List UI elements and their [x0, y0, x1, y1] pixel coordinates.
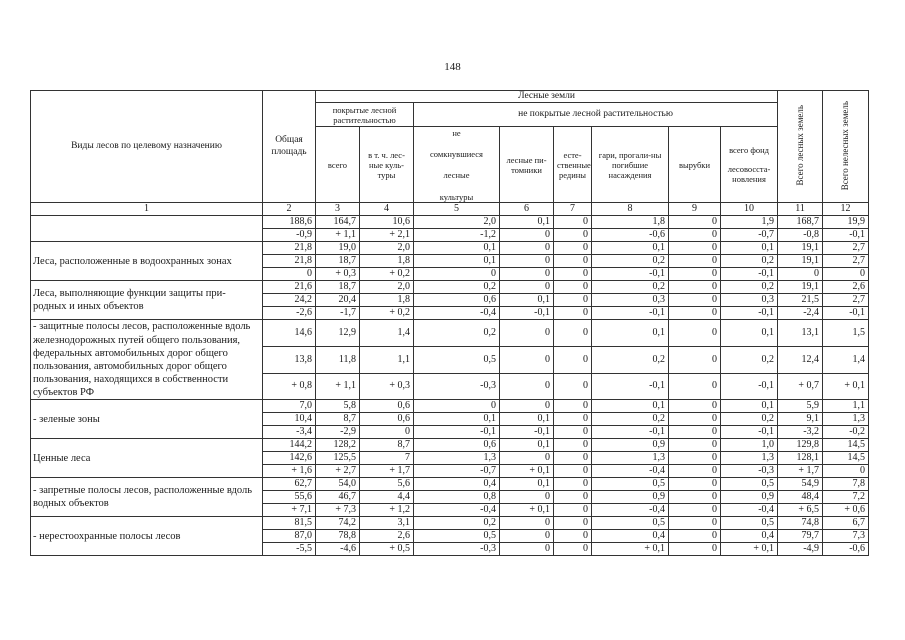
table-cell: 0,5 [414, 346, 500, 373]
table-cell: 7,0 [263, 400, 316, 413]
table-cell: -0,4 [414, 504, 500, 517]
table-cell: 188,6 [263, 216, 316, 229]
table-cell: 0,5 [592, 517, 669, 530]
table-row [31, 242, 869, 255]
row-label-water-protection: Леса, расположенные в водоохранных зонах [31, 242, 263, 281]
table-cell: + 0,3 [360, 373, 414, 400]
table-cell: -0,7 [721, 229, 778, 242]
table-cell: -0,6 [592, 229, 669, 242]
table-row [31, 439, 869, 452]
header-reforestation-fund: всего фонд лесовосста-новления [721, 127, 778, 203]
table-cell: + 1,2 [360, 504, 414, 517]
table-cell: + 0,3 [316, 268, 360, 281]
column-number: 9 [669, 203, 721, 216]
column-number: 7 [554, 203, 592, 216]
table-cell: 81,5 [263, 517, 316, 530]
table-cell: 0,8 [414, 491, 500, 504]
table-cell: 0,9 [592, 491, 669, 504]
table-cell: 24,2 [263, 294, 316, 307]
table-cell: 0 [554, 268, 592, 281]
table-cell: 54,9 [778, 478, 823, 491]
table-cell: 12,9 [316, 320, 360, 347]
table-cell: 0 [554, 242, 592, 255]
table-cell: 0 [554, 504, 592, 517]
table-cell: -0,4 [592, 465, 669, 478]
table-cell: 0 [669, 242, 721, 255]
table-cell: -0,7 [414, 465, 500, 478]
table-cell: + 2,1 [360, 229, 414, 242]
row-label-water-strips: - запретные полосы лесов, расположенные вдоль водных объектов [31, 478, 263, 517]
column-number: 6 [500, 203, 554, 216]
table-cell: 1,9 [721, 216, 778, 229]
table-cell: 0,2 [592, 255, 669, 268]
table-cell: 0 [669, 491, 721, 504]
table-cell: + 7,3 [316, 504, 360, 517]
table-cell: 0 [500, 530, 554, 543]
table-cell: 0 [669, 543, 721, 556]
table-cell: -2,6 [263, 307, 316, 320]
table-cell: 2,6 [823, 281, 869, 294]
table-cell: 0,6 [360, 413, 414, 426]
table-cell: -0,1 [592, 307, 669, 320]
table-cell: 6,7 [823, 517, 869, 530]
table-cell: 1,8 [360, 255, 414, 268]
table-cell: -0,1 [721, 268, 778, 281]
table-cell: 2,6 [360, 530, 414, 543]
table-cell: 0,1 [414, 413, 500, 426]
table-cell: 0,1 [592, 242, 669, 255]
table-cell: 0 [414, 268, 500, 281]
header-nurseries: лесные пи-томники [500, 127, 554, 203]
table-cell: 7,2 [823, 491, 869, 504]
table-cell: 0,1 [500, 478, 554, 491]
table-cell: 62,7 [263, 478, 316, 491]
table-cell: 0 [554, 229, 592, 242]
table-cell: 0,6 [360, 400, 414, 413]
row-label-empty [31, 216, 263, 242]
table-cell: 0,1 [592, 320, 669, 347]
table-cell: + 0,1 [823, 373, 869, 400]
header-covered: покрытые лесной растительностью [316, 103, 414, 127]
table-cell: 0 [263, 268, 316, 281]
table-cell: -0,4 [721, 504, 778, 517]
table-cell: 0 [669, 307, 721, 320]
table-cell: 0 [360, 426, 414, 439]
table-row [31, 216, 869, 229]
table-cell: 78,8 [316, 530, 360, 543]
column-number: 11 [778, 203, 823, 216]
column-number: 12 [823, 203, 869, 216]
header-unclosed-cultures: не сомкнувшиеся лесные культуры [414, 127, 500, 203]
header-forest-lands: Лесные земли [316, 91, 778, 103]
table-cell: 0 [500, 373, 554, 400]
row-label-road-strips: - защитные полосы лесов, расположенные вдоль железнодорожных путей общего пользования, федеральных автомобильных дорог общего пользования, автомобильных дорог общего пользования, находящихся в собственности субъектов РФ [31, 320, 263, 400]
table-cell: -3,2 [778, 426, 823, 439]
table-cell: 11,8 [316, 346, 360, 373]
table-cell: 0,9 [721, 491, 778, 504]
table-cell: -0,4 [414, 307, 500, 320]
table-cell: 19,1 [778, 242, 823, 255]
table-row [31, 517, 869, 530]
header-natural-gaps: есте-ственные редины [554, 127, 592, 203]
table-cell: 0 [669, 373, 721, 400]
table-cell: + 0,2 [360, 307, 414, 320]
table-cell: 0 [500, 452, 554, 465]
row-label-green-zones: - зеленые зоны [31, 400, 263, 439]
table-cell: 0 [669, 504, 721, 517]
table-cell: 7 [360, 452, 414, 465]
table-cell: + 1,7 [360, 465, 414, 478]
table-cell: 0 [500, 400, 554, 413]
column-number: 5 [414, 203, 500, 216]
table-cell: 1,0 [721, 439, 778, 452]
table-cell: 3,1 [360, 517, 414, 530]
table-cell: 0,2 [414, 281, 500, 294]
table-cell: 0 [500, 242, 554, 255]
table-cell: 0,2 [414, 517, 500, 530]
table-cell: 0,4 [721, 530, 778, 543]
table-cell: 0 [669, 517, 721, 530]
table-cell: + 0,1 [500, 465, 554, 478]
table-cell: 0 [500, 229, 554, 242]
table-cell: + 0,5 [360, 543, 414, 556]
header-all-forest-lands: Всего лесных земель [778, 91, 823, 203]
column-number: 2 [263, 203, 316, 216]
table-cell: + 0,2 [360, 268, 414, 281]
table-cell: 21,5 [778, 294, 823, 307]
table-cell: 2,0 [414, 216, 500, 229]
table-cell: 0 [554, 465, 592, 478]
table-cell: -4,6 [316, 543, 360, 556]
table-cell: 1,4 [823, 346, 869, 373]
table-cell: 0 [554, 400, 592, 413]
table-cell: 0,1 [500, 294, 554, 307]
header-covered-total: всего [316, 127, 360, 203]
table-cell: 0 [554, 346, 592, 373]
table-cell: 0 [669, 452, 721, 465]
table-cell: 87,0 [263, 530, 316, 543]
table-cell: 1,5 [823, 320, 869, 347]
header-total-area: Общая площадь [263, 91, 316, 203]
table-cell: 14,5 [823, 452, 869, 465]
table-cell: 0,5 [414, 530, 500, 543]
header-all-nonforest-lands: Всего нелесных земель [823, 91, 869, 203]
table-cell: 0,2 [721, 413, 778, 426]
table-cell: 0 [500, 491, 554, 504]
table-cell: 0,2 [721, 281, 778, 294]
table-cell: 0,2 [414, 320, 500, 347]
column-number: 3 [316, 203, 360, 216]
table-cell: -0,6 [823, 543, 869, 556]
table-cell: 0 [823, 465, 869, 478]
table-cell: + 1,1 [316, 229, 360, 242]
table-cell: + 0,7 [778, 373, 823, 400]
table-cell: 18,7 [316, 281, 360, 294]
table-cell: 19,1 [778, 281, 823, 294]
table-cell: 0 [669, 530, 721, 543]
table-cell: 14,6 [263, 320, 316, 347]
table-cell: + 0,6 [823, 504, 869, 517]
table-cell: -0,2 [823, 426, 869, 439]
table-cell: 0,1 [500, 413, 554, 426]
table-cell: 1,3 [721, 452, 778, 465]
table-cell: 0 [554, 517, 592, 530]
table-cell: 0,4 [592, 530, 669, 543]
table-cell: 10,6 [360, 216, 414, 229]
table-cell: -5,5 [263, 543, 316, 556]
table-cell: 0,1 [721, 320, 778, 347]
table-cell: 1,8 [592, 216, 669, 229]
table-cell: 7,3 [823, 530, 869, 543]
table-cell: 0 [500, 281, 554, 294]
table-cell: -0,1 [592, 268, 669, 281]
table-cell: 0,9 [592, 439, 669, 452]
table-cell: 0 [554, 255, 592, 268]
table-cell: 0 [554, 373, 592, 400]
table-cell: 0,1 [500, 439, 554, 452]
table-cell: 48,4 [778, 491, 823, 504]
column-number-row [31, 203, 869, 216]
column-number: 8 [592, 203, 669, 216]
table-cell: 0 [554, 452, 592, 465]
table-cell: 0 [778, 268, 823, 281]
table-cell: 13,8 [263, 346, 316, 373]
table-cell: 0,6 [414, 439, 500, 452]
table-cell: 0,4 [414, 478, 500, 491]
table-cell: 0 [500, 517, 554, 530]
table-cell: 46,7 [316, 491, 360, 504]
table-cell: 74,2 [316, 517, 360, 530]
table-cell: 18,7 [316, 255, 360, 268]
table-cell: -0,3 [414, 373, 500, 400]
table-cell: -0,1 [721, 307, 778, 320]
table-cell: + 7,1 [263, 504, 316, 517]
table-cell: 0,5 [721, 478, 778, 491]
table-cell: 0 [500, 543, 554, 556]
table-cell: 0 [669, 346, 721, 373]
table-cell: 5,6 [360, 478, 414, 491]
table-cell: 7,8 [823, 478, 869, 491]
table-cell: 5,9 [778, 400, 823, 413]
table-cell: 1,1 [360, 346, 414, 373]
table-cell: 0 [669, 294, 721, 307]
table-cell: 0 [669, 255, 721, 268]
table-cell: 1,1 [823, 400, 869, 413]
table-cell: 0 [554, 426, 592, 439]
table-cell: 0 [669, 268, 721, 281]
table-cell: 74,8 [778, 517, 823, 530]
table-cell: -0,3 [414, 543, 500, 556]
table-row [31, 281, 869, 294]
header-burnt-dead-stands: гари, прогали-ны погибшие насаждения [592, 127, 669, 203]
table-cell: -0,1 [500, 307, 554, 320]
table-cell: 0 [554, 307, 592, 320]
table-cell: + 6,5 [778, 504, 823, 517]
table-cell: -0,4 [592, 504, 669, 517]
table-cell: -3,4 [263, 426, 316, 439]
table-cell: 8,7 [360, 439, 414, 452]
table-cell: 20,4 [316, 294, 360, 307]
table-cell: 142,6 [263, 452, 316, 465]
table-cell: + 0,8 [263, 373, 316, 400]
table-cell: + 0,1 [721, 543, 778, 556]
table-cell: -0,9 [263, 229, 316, 242]
table-cell: 0 [669, 281, 721, 294]
row-label-spawning-strips: - нерестоохранные полосы лесов [31, 517, 263, 556]
table-cell: -0,3 [721, 465, 778, 478]
table-cell: -0,1 [721, 426, 778, 439]
table-cell: 2,7 [823, 255, 869, 268]
table-row [31, 320, 869, 347]
table-cell: -0,1 [500, 426, 554, 439]
table-cell: 1,3 [414, 452, 500, 465]
table-cell: 19,9 [823, 216, 869, 229]
table-cell: 10,4 [263, 413, 316, 426]
table-cell: -2,4 [778, 307, 823, 320]
table-cell: 14,5 [823, 439, 869, 452]
table-cell: 0 [500, 320, 554, 347]
table-cell: 1,4 [360, 320, 414, 347]
table-cell: 21,8 [263, 255, 316, 268]
table-cell: 129,8 [778, 439, 823, 452]
table-cell: 21,8 [263, 242, 316, 255]
table-cell: + 2,7 [316, 465, 360, 478]
table-cell: -0,1 [592, 426, 669, 439]
table-row [31, 478, 869, 491]
column-number: 10 [721, 203, 778, 216]
header-not-covered: не покрытые лесной растительностью [414, 103, 778, 127]
table-cell: 0,1 [414, 242, 500, 255]
header-covered-cultures: в т. ч. лес-ные куль-туры [360, 127, 414, 203]
table-cell: -0,1 [721, 373, 778, 400]
table-cell: 128,1 [778, 452, 823, 465]
table-cell: 0 [500, 346, 554, 373]
table-cell: 13,1 [778, 320, 823, 347]
table-cell: 0,2 [592, 413, 669, 426]
table-cell: 0 [669, 478, 721, 491]
table-cell: 19,0 [316, 242, 360, 255]
table-cell: 0 [554, 294, 592, 307]
table-cell: 0,1 [592, 400, 669, 413]
table-cell: 0,1 [414, 255, 500, 268]
table-cell: 0 [554, 478, 592, 491]
row-label-protective-functions: Леса, выполняющие функции защиты при-родных и иных объектов [31, 281, 263, 320]
table-cell: 0 [414, 400, 500, 413]
table-cell: 144,2 [263, 439, 316, 452]
table-cell: 0 [669, 229, 721, 242]
table-cell: 0 [669, 426, 721, 439]
table-cell: 0,6 [414, 294, 500, 307]
table-cell: 54,0 [316, 478, 360, 491]
table-cell: 0 [669, 465, 721, 478]
table-cell: + 0,1 [500, 504, 554, 517]
table-cell: + 0,1 [592, 543, 669, 556]
table-cell: + 1,6 [263, 465, 316, 478]
table-cell: 128,2 [316, 439, 360, 452]
table-cell: 0,2 [721, 346, 778, 373]
table-cell: 2,7 [823, 242, 869, 255]
header-forest-type: Виды лесов по целевому назначению [31, 91, 263, 203]
table-cell: 1,3 [823, 413, 869, 426]
table-cell: 0,2 [592, 281, 669, 294]
table-cell: 0,5 [592, 478, 669, 491]
table-cell: 0 [669, 320, 721, 347]
table-cell: 1,8 [360, 294, 414, 307]
table-cell: 0 [500, 268, 554, 281]
page-number: 148 [444, 61, 461, 73]
header-clearings: вырубки [669, 127, 721, 203]
table-cell: 0,3 [721, 294, 778, 307]
table-cell: 0,2 [592, 346, 669, 373]
table-cell: -1,7 [316, 307, 360, 320]
table-cell: 0 [669, 216, 721, 229]
table-cell: -2,9 [316, 426, 360, 439]
table-cell: 2,7 [823, 294, 869, 307]
table-cell: -0,1 [592, 373, 669, 400]
table-cell: -4,9 [778, 543, 823, 556]
table-cell: 4,4 [360, 491, 414, 504]
table-cell: -0,1 [414, 426, 500, 439]
table-cell: 9,1 [778, 413, 823, 426]
table-cell: 0 [669, 439, 721, 452]
table-cell: 12,4 [778, 346, 823, 373]
table-cell: 0,2 [721, 255, 778, 268]
table-cell: 164,7 [316, 216, 360, 229]
table-cell: 125,5 [316, 452, 360, 465]
table-cell: -0,8 [778, 229, 823, 242]
table-cell: 0 [554, 530, 592, 543]
table-cell: 0 [554, 491, 592, 504]
table-cell: 0 [554, 320, 592, 347]
row-label-valuable: Ценные леса [31, 439, 263, 478]
table-cell: 0 [669, 400, 721, 413]
table-cell: 55,6 [263, 491, 316, 504]
table-cell: -1,2 [414, 229, 500, 242]
table-cell: 0,1 [721, 400, 778, 413]
table-cell: 0 [669, 413, 721, 426]
table-cell: 0 [554, 216, 592, 229]
forest-land-table [30, 90, 869, 556]
table-cell: 8,7 [316, 413, 360, 426]
table-cell: + 1,1 [316, 373, 360, 400]
table-cell: 0,3 [592, 294, 669, 307]
table-cell: 0 [554, 281, 592, 294]
table-cell: 168,7 [778, 216, 823, 229]
column-number: 1 [31, 203, 263, 216]
table-cell: 19,1 [778, 255, 823, 268]
table-cell: 21,6 [263, 281, 316, 294]
table-cell: 79,7 [778, 530, 823, 543]
table-cell: 5,8 [316, 400, 360, 413]
table-cell: -0,1 [823, 307, 869, 320]
table-cell: 1,3 [592, 452, 669, 465]
column-number: 4 [360, 203, 414, 216]
table-cell: 0 [554, 543, 592, 556]
table-cell: 0 [823, 268, 869, 281]
table-cell: + 1,7 [778, 465, 823, 478]
table-cell: 2,0 [360, 242, 414, 255]
table-cell: -0,1 [823, 229, 869, 242]
table-cell: 0 [554, 439, 592, 452]
table-cell: 2,0 [360, 281, 414, 294]
table-cell: 0 [554, 413, 592, 426]
table-cell: 0,5 [721, 517, 778, 530]
table-cell: 0,1 [500, 216, 554, 229]
table-cell: 0 [500, 255, 554, 268]
table-row [31, 400, 869, 413]
table-cell: 0,1 [721, 242, 778, 255]
